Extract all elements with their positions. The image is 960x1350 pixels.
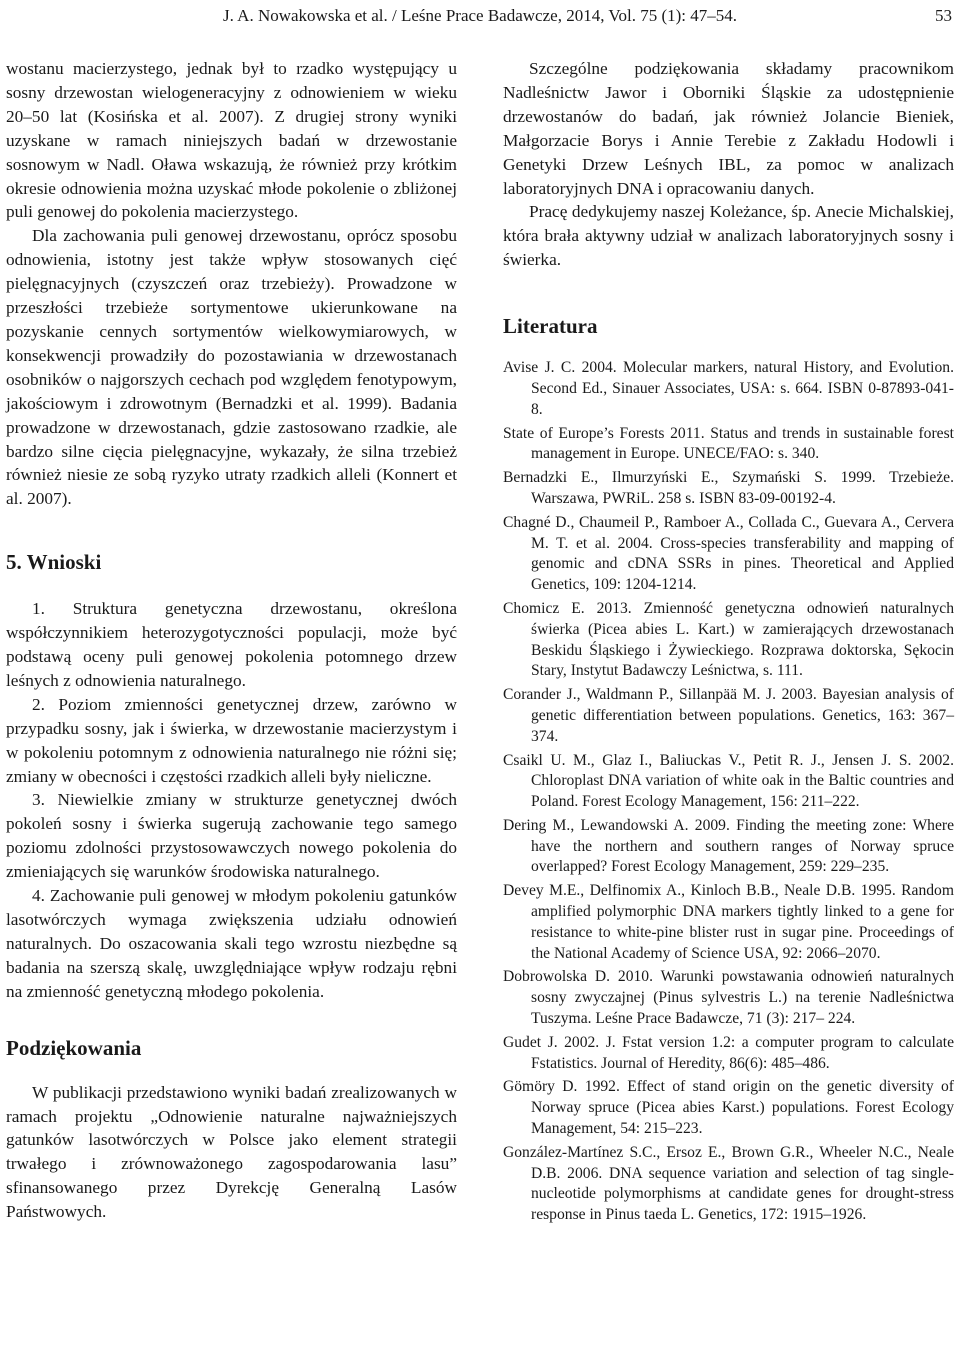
reference-item: Corander J., Waldmann P., Sillanpää M. J. 2003. Bayesian analysis of genetic differentiation between populations. Genetics, 163: 367–374. xyxy=(503,686,954,745)
reference-item: State of Europe’s Forests 2011. Status and trends in sustainable forest management in Europe. UNECE/FAO: s. 340. xyxy=(503,424,954,463)
section-heading-literatura: Literatura xyxy=(503,314,598,339)
conclusion-2: 2. Poziom zmienności genetycznej drzew, zarówno w przypadku sosny, jak i świerka, w drzewostanie macierzystym i w pokoleniu potomnym z odnowienia naturalnego nie różni się; zmiany w obecności i częstości rzadkich alleli były nieliczne. xyxy=(6,694,457,786)
left-column xyxy=(6,57,457,1224)
reference-item: González-Martínez S.C., Ersoz E., Brown G.R., Wheeler N.C., Neale D.B. 2006. DNA sequence variation and selection of tag single-nucleotide polymorphisms at candidate genes for drought-stress response in Pinus taeda L. Genetics, 172: 1915–1926. xyxy=(503,1143,954,1224)
reference-item: Dobrowolska D. 2010. Warunki powstawania odnowień naturalnych sosny zwyczajnej (Pinus sylvestris L.) na terenie Nadleśnictwa Tuszyma. Leśne Prace Badawcze, 71 (3): 217– 224. xyxy=(503,968,954,1028)
right-column xyxy=(503,57,954,1229)
acknowledgement-dedication: Pracę dedykujemy naszej Koleżance, śp. Anecie Michalskiej, która brała aktywny udział w analizach laboratoryjnych sosny i świerka. xyxy=(503,202,954,270)
reference-item: Chomicz E. 2013. Zmienność genetyczna odnowień naturalnych świerka (Picea abies L. Kart.) w zamierających drzewostanach Beskidu Śląskiego i Żywieckiego. Rozprawa doktorska, Sękocin Stary, Instytut Badawczy Leśnictwa, s. 111. xyxy=(503,599,954,680)
reference-item: Dering M., Lewandowski A. 2009. Finding the meeting zone: Where have the northern and southern ranges of Norway spruce overlapped? Forest Ecology Management, 259: 229–235. xyxy=(503,816,954,876)
reference-item: Devey M.E., Delfinomix A., Kinloch B.B., Neale D.B. 1995. Random amplified polymorphic DNA markers tightly linked to a gene for resistance to white-pine blister rust in sugar pine. Proceedings of the National Academy of Science USA, 92: 2066–2070. xyxy=(503,882,954,962)
paragraph-thinning: Dla zachowania puli genowej drzewostanu, oprócz sposobu odnowienia, istotny jest także wpływ stosowanych cięć pielęgnacyjnych (czyszczeń oraz trzebieży). Prowadzone w przeszłości trzebieże sortymentowe ukierunkowane na pozyskanie cennych sortymentów wielkowymiarowych, w konsekwencji prowadziły do pozostawiania w drzewostanach osobników o najgorszych cechach pod względem fenotypowym, jakościowym i zdrowotnym (Bernadzki et al. 1999). Badania prowadzone w drzewostanach, gdzie zastosowano rzadkie, ale bardzo silne cięcia pielęgnacyjne, wykazały, że silna trzebież również niesie ze sobą ryzyko utraty rzadkich alleli (Konnert et al. 2007). xyxy=(6,226,457,509)
section-heading-wnioski: 5. Wnioski xyxy=(6,550,102,575)
conclusion-3: 3. Niewielkie zmiany w strukturze genetycznej dwóch pokoleń sosny i świerka sugerują zachowanie tego samego poziomu zdolności przystosowawczych nowego pokolenia do zmieniających się warunków środowiska naturalnego. xyxy=(6,790,457,882)
reference-list xyxy=(503,358,954,1226)
reference-item: Chagné D., Chaumeil P., Ramboer A., Collada C., Guevara A., Cervera M. T. et al. 2004. Cross-species transferability and mapping of genomic and cDNA SSRs in pines. Theoretical and Applied Genetics, 109: 1204-1214. xyxy=(503,513,954,594)
running-title: J. A. Nowakowska et al. / Leśne Prace Badawcze, 2014, Vol. 75 (1): 47–54. xyxy=(223,6,737,25)
paragraph-continuation: wostanu macierzystego, jednak był to rzadko występujący u sosny drzewostan wielogeneracyjny z odnowieniem w wieku 20–50 lat (Kosińska et al. 2007). Z drugiej strony wyniki uzyskane w ramach niniejszych badań w drzewostanie sosnowym w Nadl. Oława wskazują, że również przy krótkim okresie odnowienia można uzyskać młode pokolenie o zbliżonej puli genowej do pokolenia macierzystego. xyxy=(6,59,457,222)
acknowledgement-funding: W publikacji przedstawiono wyniki badań zrealizowanych w ramach projektu „Odnowienie naturalne najważniejszych gatunków lasotwórczych w Polsce jako element strategii trwałego i zrównoważonego zagospodarowania lasu” sfinansowanego przez Dyrekcję Generalną Lasów Państwowych. xyxy=(6,1082,457,1222)
reference-item: Gudet J. 2002. J. Fstat version 1.2: a computer program to calculate Fstatistics. Journal of Heredity, 86(6): 485–486. xyxy=(503,1033,954,1072)
acknowledgement-staff: Szczególne podziękowania składamy pracownikom Nadleśnictw Jawor i Oborniki Śląskie za udostępnienie drzewostanów do badań, jak również Jolancie Bieniek, Małgorzacie Borys i Annie Terebie z Zakładu Hodowli i Genetyki Drzew Leśnych IBL, za pomoc w analizach laboratoryjnych DNA i opracowaniu danych. xyxy=(503,59,954,198)
reference-item: Bernadzki E., Ilmurzyński E., Szymański S. 1999. Trzebieże. Warszawa, PWRiL. 258 s. ISBN 83-09-00192-4. xyxy=(503,469,954,507)
section-heading-podziekowania: Podziękowania xyxy=(6,1035,142,1060)
conclusion-1: 1. Struktura genetyczna drzewostanu, określona współczynnikiem heterozygotyczności populacji, może być podstawą oceny puli genowej pokolenia potomnego drzew leśnych z odnowienia naturalnego. xyxy=(6,599,457,690)
reference-item: Csaikl U. M., Glaz I., Baliuckas V., Petit R. J., Jensen J. S. 2002. Chloroplast DNA variation of white oak in the Baltic countries and Poland. Forest Ecology Management, 156: 211–222. xyxy=(503,751,954,811)
reference-item: Avise J. C. 2004. Molecular markers, natural History, and Evolution. Second Ed., Sinauer Associates, USA: s. 664. ISBN 0-87893-041-8. xyxy=(503,359,954,418)
conclusion-4: 4. Zachowanie puli genowej w młodym pokoleniu gatunków lasotwórczych wymaga zwiększenia udziału odnowień naturalnych. Do oszacowania skali tego wzrostu niezbędne są badania na szerszą skalę, uwzględniające wpływ rodzaju rębni na zmienność genetyczną młodego pokolenia. xyxy=(6,886,457,1001)
page-header xyxy=(0,4,960,32)
reference-item: Gömöry D. 1992. Effect of stand origin on the genetic diversity of Norway spruce (Picea abies Karst.) populations. Forest Ecology Management, 54: 215–223. xyxy=(503,1078,954,1138)
page-number: 53 xyxy=(935,6,952,25)
